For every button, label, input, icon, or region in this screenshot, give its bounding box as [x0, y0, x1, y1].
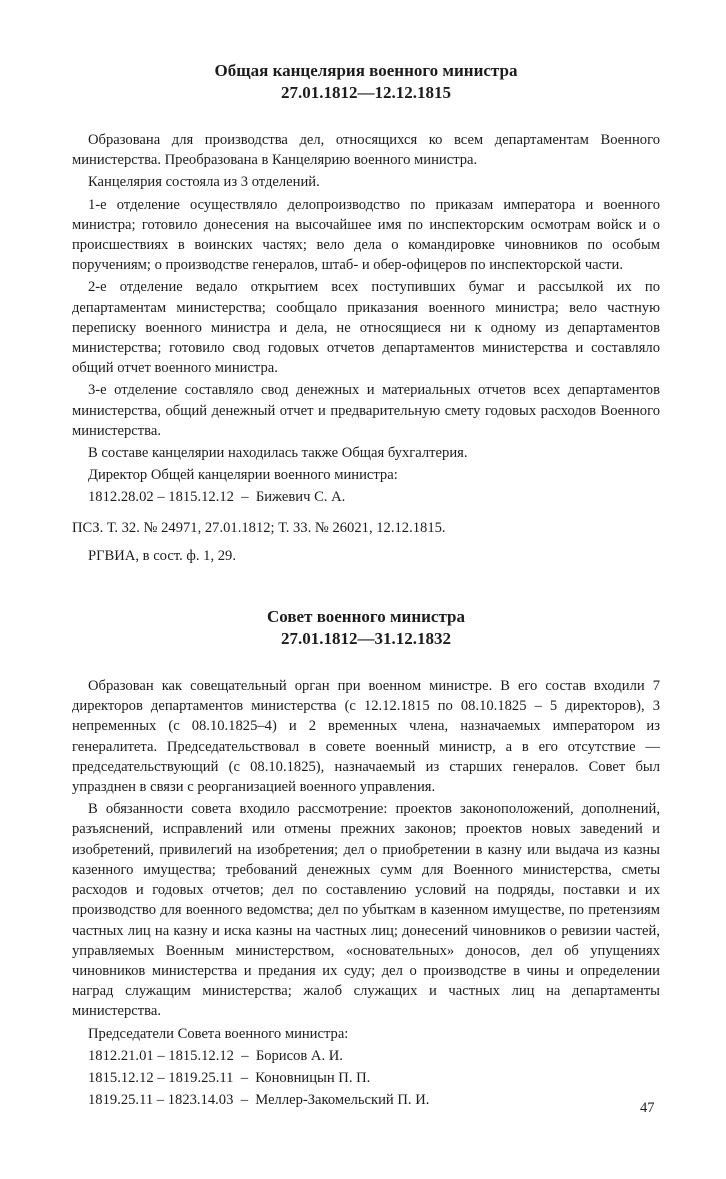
section1-paragraph-4: 2-е отделение ведало открытием всех поступивших бумаг и рассылкой их по департаментам министерства; сообщало приказания военного министра; вело частную переписку военного министра и дела, не относящиеся ни к одному из департаментов министерства; готовило свод годовых отчетов департаментов министерства и составляло общий отчет военного министра. [72, 279, 660, 377]
chairman-entry-3: 1819.25.11 – 1823.14.03 – Меллер-Закомельский П. И. [88, 1092, 430, 1109]
section2-paragraph-1: Образован как совещательный орган при военном министре. В его состав входили 7 директоров департаментов министерства (с 12.12.1815 по 08.10.1825 – 5 директоров), 3 непременных (с 08.10.1825–4) и 2 временных члена, назначаемых императором из генералитета. Председательствовал в совете военный министр, а в его отсутствие — председательствующий (с 08.10.1825), назначаемый из старших генералов. Совет был упразднен в связи с реорганизацией военного управления. [72, 678, 660, 796]
page-number: 47 [640, 1100, 655, 1116]
director-heading: Директор Общей канцелярии военного министра: [88, 467, 398, 484]
section1-title: Общая канцелярия военного министра [214, 61, 518, 80]
page-content [72, 60, 660, 1110]
chairmen-heading: Председатели Совета военного министра: [88, 1025, 349, 1042]
section1-paragraph-6: В составе канцелярии находилась также Общая бухгалтерия. [88, 445, 468, 462]
section1-dates: 27.01.1812—12.12.1815 [281, 83, 451, 102]
director-entry: 1812.28.02 – 1815.12.12 – Бижевич С. А. [88, 489, 346, 506]
section1-paragraph-3: 1-е отделение осуществляло делопроизводство по приказам императора и военного министра; готовило донесения на высочайшее имя по инспекторским осмотрам войск и о происшествиях в воинских частях; вело дела о командировке чиновников по особым поручениям; о производстве генералов, штаб- и обер-офицеров по инспекторской части. [72, 196, 660, 274]
section2-title: Совет военного министра [267, 607, 465, 627]
section2-dates: 27.01.1812—31.12.1832 [281, 629, 451, 649]
reference-psz: ПСЗ. Т. 32. № 24971, 27.01.1812; Т. 33. № 26021, 12.12.1815. [72, 519, 446, 536]
section2-heading [72, 606, 660, 650]
section2-paragraph-2: В обязанности совета входило рассмотрение: проектов законоположений, дополнений, разъяснений, исправлений или отмены прежних законов; проектов новых заведений и изобретений, привилегий на изобретения; дел о приобретении в казну или выдача из казны казенного имущества; требований денежных сумм для Военного министерства, сметы расходов и годовых отчетов; дел по составлению условий на подряды, поставки и их производство для военного ведомства; дел по убыткам в казенном имуществе, по претензиям частных лиц на казну и иска казны на частных лиц; донесений чиновников о ревизии частей, управляемых Военным министерством, «основательных» доносов, дел об упущениях чиновников министерства и предания их суду; дел о производстве в чины и определении наград служащим министерства; жалоб служащих и частных лиц на департаменты министерства. [72, 801, 660, 1020]
section1-paragraph-1: Образована для производства дел, относящихся ко всем департаментам Военного министерства. Преобразована в Канцелярию военного министра. [72, 132, 660, 169]
reference-rgvia: РГВИА, в сост. ф. 1, 29. [88, 547, 236, 564]
section1-heading [72, 60, 660, 104]
chairman-entry-2: 1815.12.12 – 1819.25.11 – Коновницын П. П. [88, 1069, 371, 1086]
section1-paragraph-2: Канцелярия состояла из 3 отделений. [88, 174, 320, 191]
section1-paragraph-5: 3-е отделение составляло свод денежных и материальных отчетов всех департаментов министерства, общий денежный отчет и предварительную смету годовых расходов Военного министерства. [72, 382, 660, 439]
chairman-entry-1: 1812.21.01 – 1815.12.12 – Борисов А. И. [88, 1047, 343, 1064]
